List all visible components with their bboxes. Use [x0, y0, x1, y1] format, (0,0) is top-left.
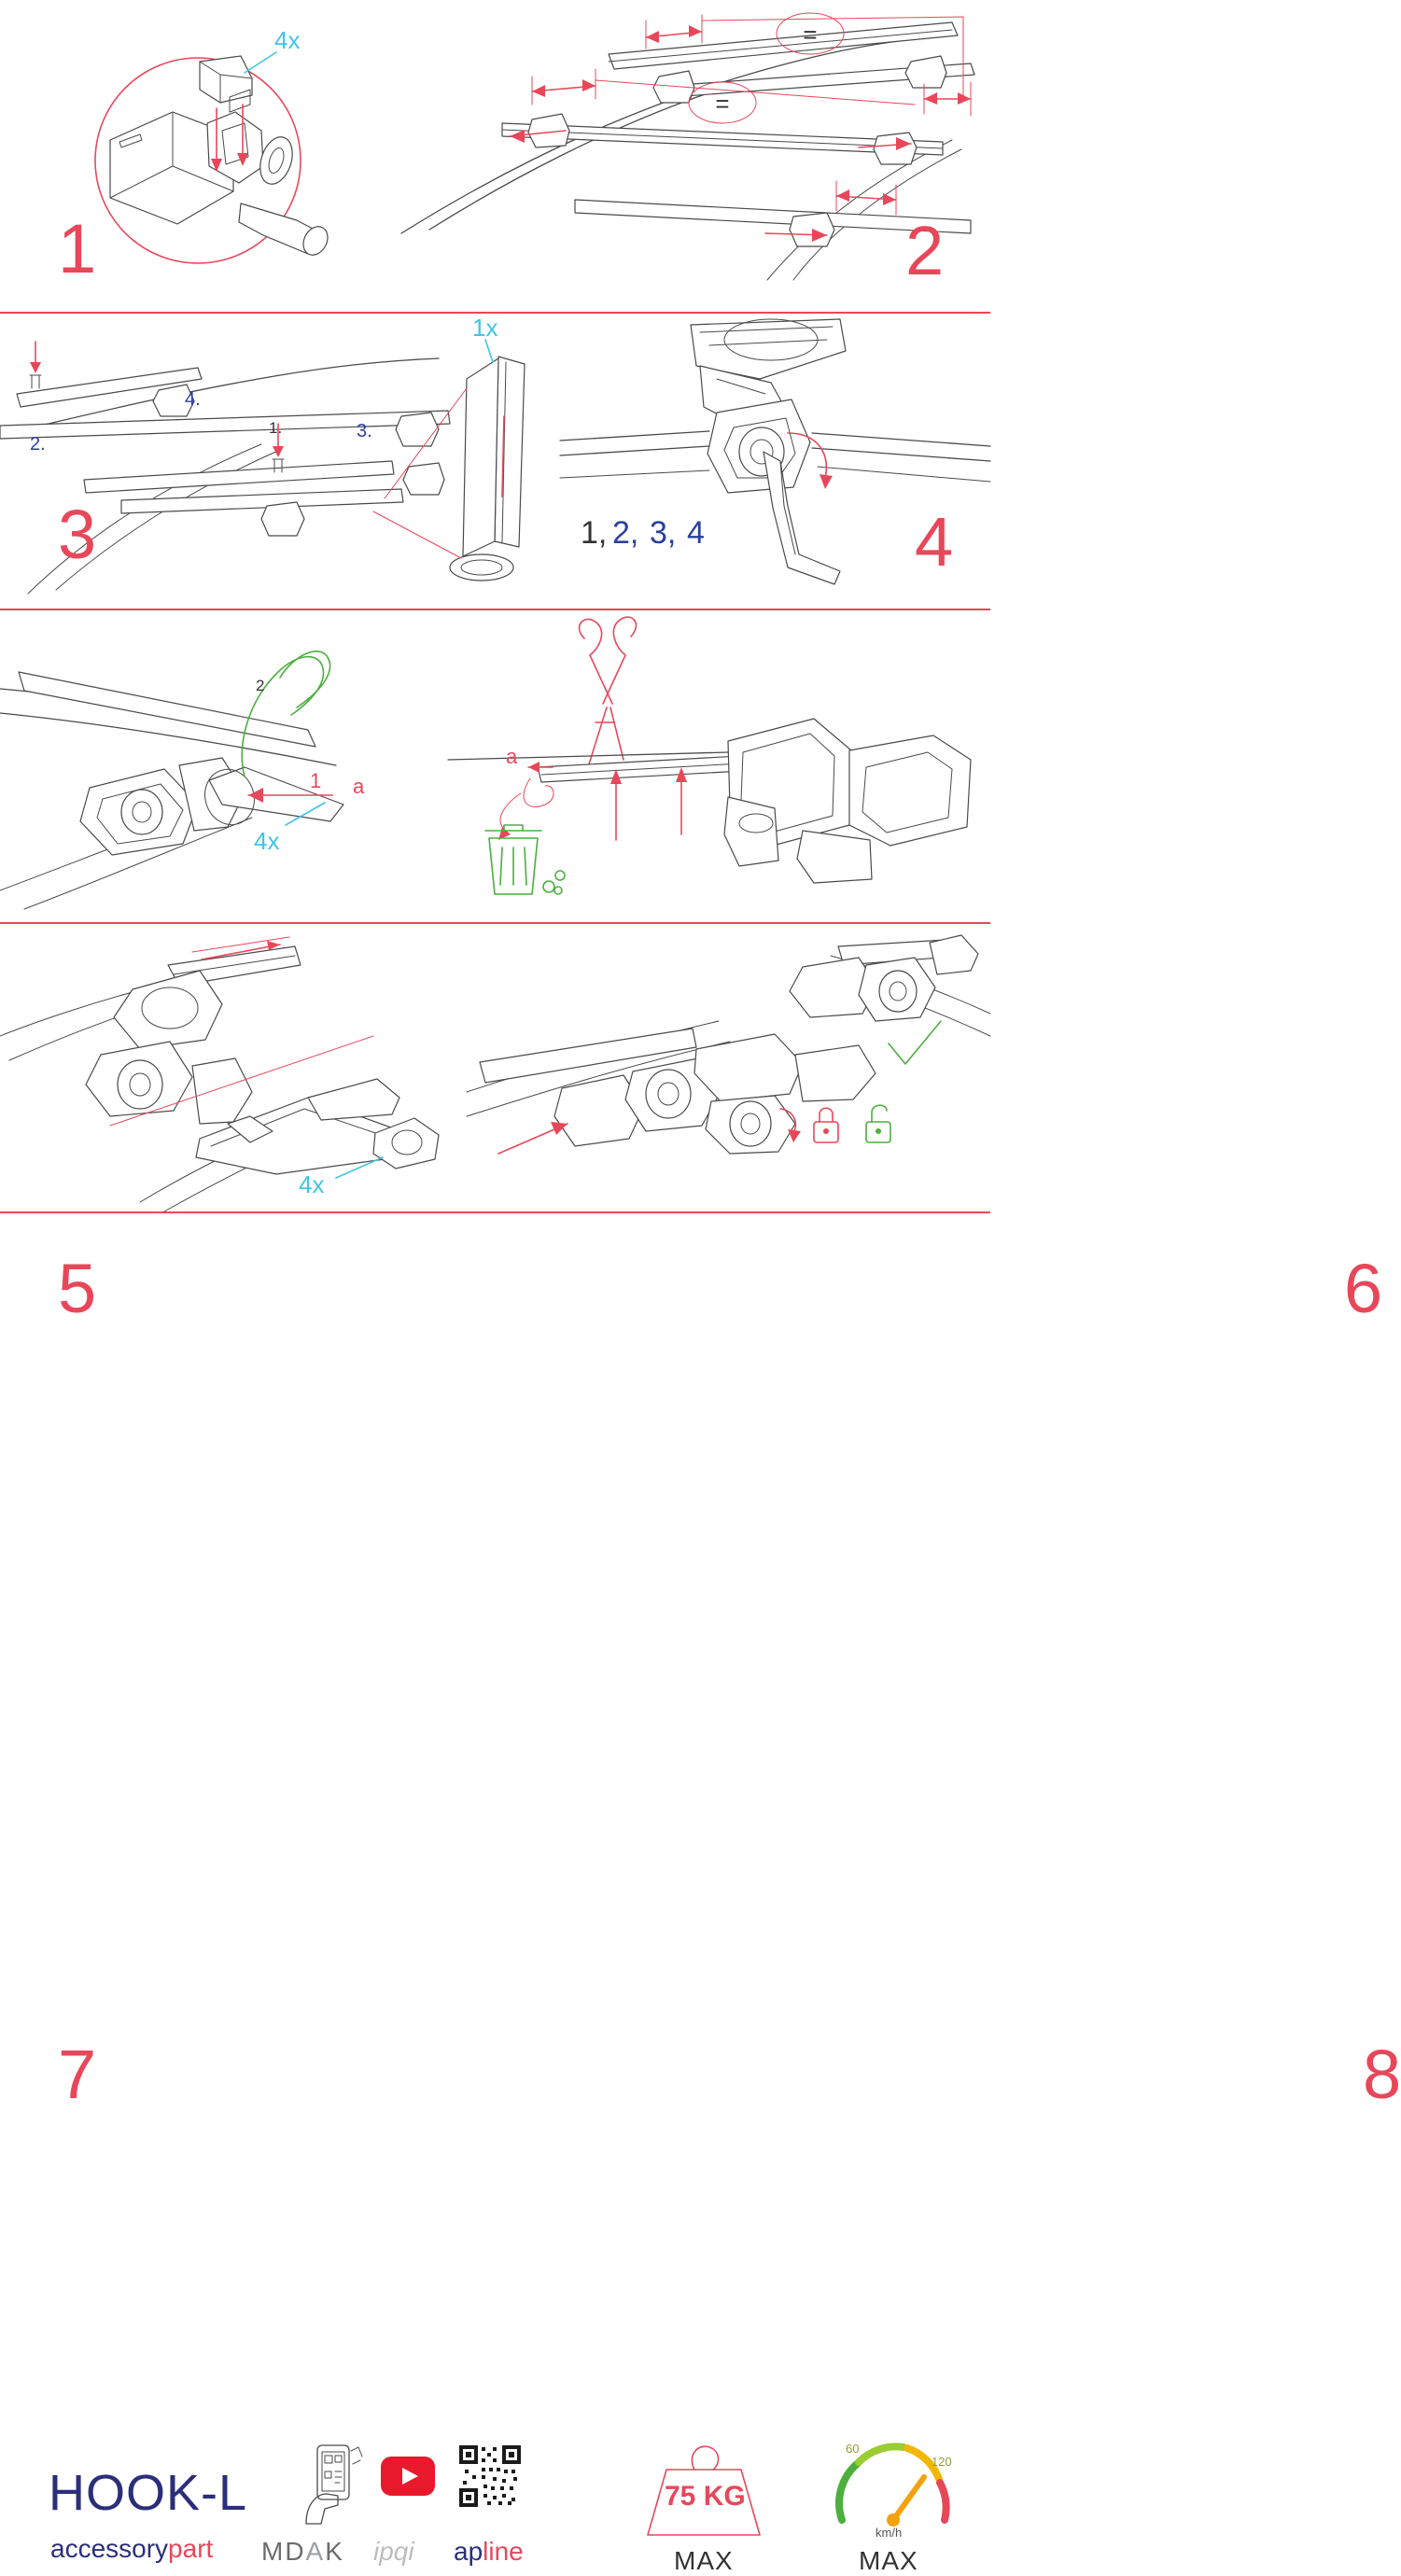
step-2-equal-mid: = — [715, 90, 730, 118]
qr-scan-phone-icon — [297, 2443, 366, 2526]
step-5-mark-1: 1 — [310, 769, 322, 792]
step-2-illustration — [392, 0, 990, 312]
brand-sub-b: part — [168, 2534, 214, 2563]
speed-tick-60: 60 — [846, 2442, 860, 2456]
speed-tick-120: 120 — [932, 2455, 952, 2469]
step-1-number: 1 — [58, 210, 97, 287]
step-7-illustration — [0, 924, 467, 1211]
qr-code-icon — [459, 2445, 521, 2507]
step-6-mark-a: a — [506, 745, 518, 768]
step-4-sequence-2: 2, — [612, 515, 639, 551]
step-1-qty-label: 4x — [274, 26, 301, 54]
step-4-sequence-1: 1, — [581, 515, 608, 551]
brand-sub-a: accessory — [50, 2534, 169, 2563]
step-7-panel — [0, 924, 467, 2113]
step-4-sequence-3: 3, — [650, 515, 677, 551]
step-3-order-1: 1. — [269, 419, 283, 437]
max-load-value: 75 KG — [665, 2481, 746, 2512]
speed-unit: km/h — [876, 2526, 903, 2540]
step-5-qty-label: 4x — [254, 827, 280, 855]
lock-closed-icon — [814, 1108, 838, 1142]
step-3-panel — [0, 314, 560, 609]
step-5-number: 5 — [58, 1250, 97, 1327]
step-7-number: 7 — [58, 2036, 97, 2113]
brand-subtitle — [50, 2534, 213, 2564]
logo-ipqi: ipqi — [373, 2537, 414, 2566]
step-3-order-2: 2. — [30, 434, 46, 455]
step-8-illustration — [467, 924, 990, 1211]
logo-apline-b: line — [483, 2537, 524, 2566]
step-5-illustration — [0, 610, 448, 922]
step-5-panel — [0, 610, 448, 1327]
step-1-panel — [0, 0, 392, 312]
youtube-icon[interactable] — [381, 2457, 435, 2496]
logo-apline — [454, 2537, 524, 2567]
step-3-order-4: 4. — [185, 389, 201, 410]
step-3-qty-label: 1x — [472, 314, 498, 342]
logo-apline-a: ap — [454, 2537, 483, 2566]
step-2-panel — [392, 0, 990, 312]
lock-open-icon — [866, 1105, 890, 1142]
step-7-qty-label: 4x — [299, 1170, 325, 1198]
step-8-panel — [467, 924, 1401, 2113]
product-title: HOOK-L — [49, 2465, 248, 2521]
step-3-number: 3 — [58, 496, 97, 573]
step-4-panel — [560, 314, 990, 609]
step-2-number: 2 — [905, 212, 945, 289]
max-load-caption: MAX — [674, 2546, 734, 2575]
step-6-panel — [448, 610, 1383, 1327]
step-3-order-3: 3. — [357, 421, 372, 441]
step-4-sequence-4: 4 — [687, 515, 705, 551]
step-6-number: 6 — [1344, 1250, 1383, 1327]
step-5-mark-a: a — [353, 775, 365, 798]
footer — [0, 1213, 990, 2575]
max-speed-icon — [831, 2434, 958, 2539]
max-speed-caption: MAX — [859, 2546, 918, 2575]
step-8-number: 8 — [1363, 2036, 1401, 2113]
logo-mdak: MDAK — [261, 2537, 344, 2566]
step-5-mark-2: 2 — [256, 677, 265, 694]
step-2-equal-top: = — [803, 21, 818, 49]
step-4-number: 4 — [915, 503, 954, 581]
step-6-illustration — [448, 610, 990, 922]
